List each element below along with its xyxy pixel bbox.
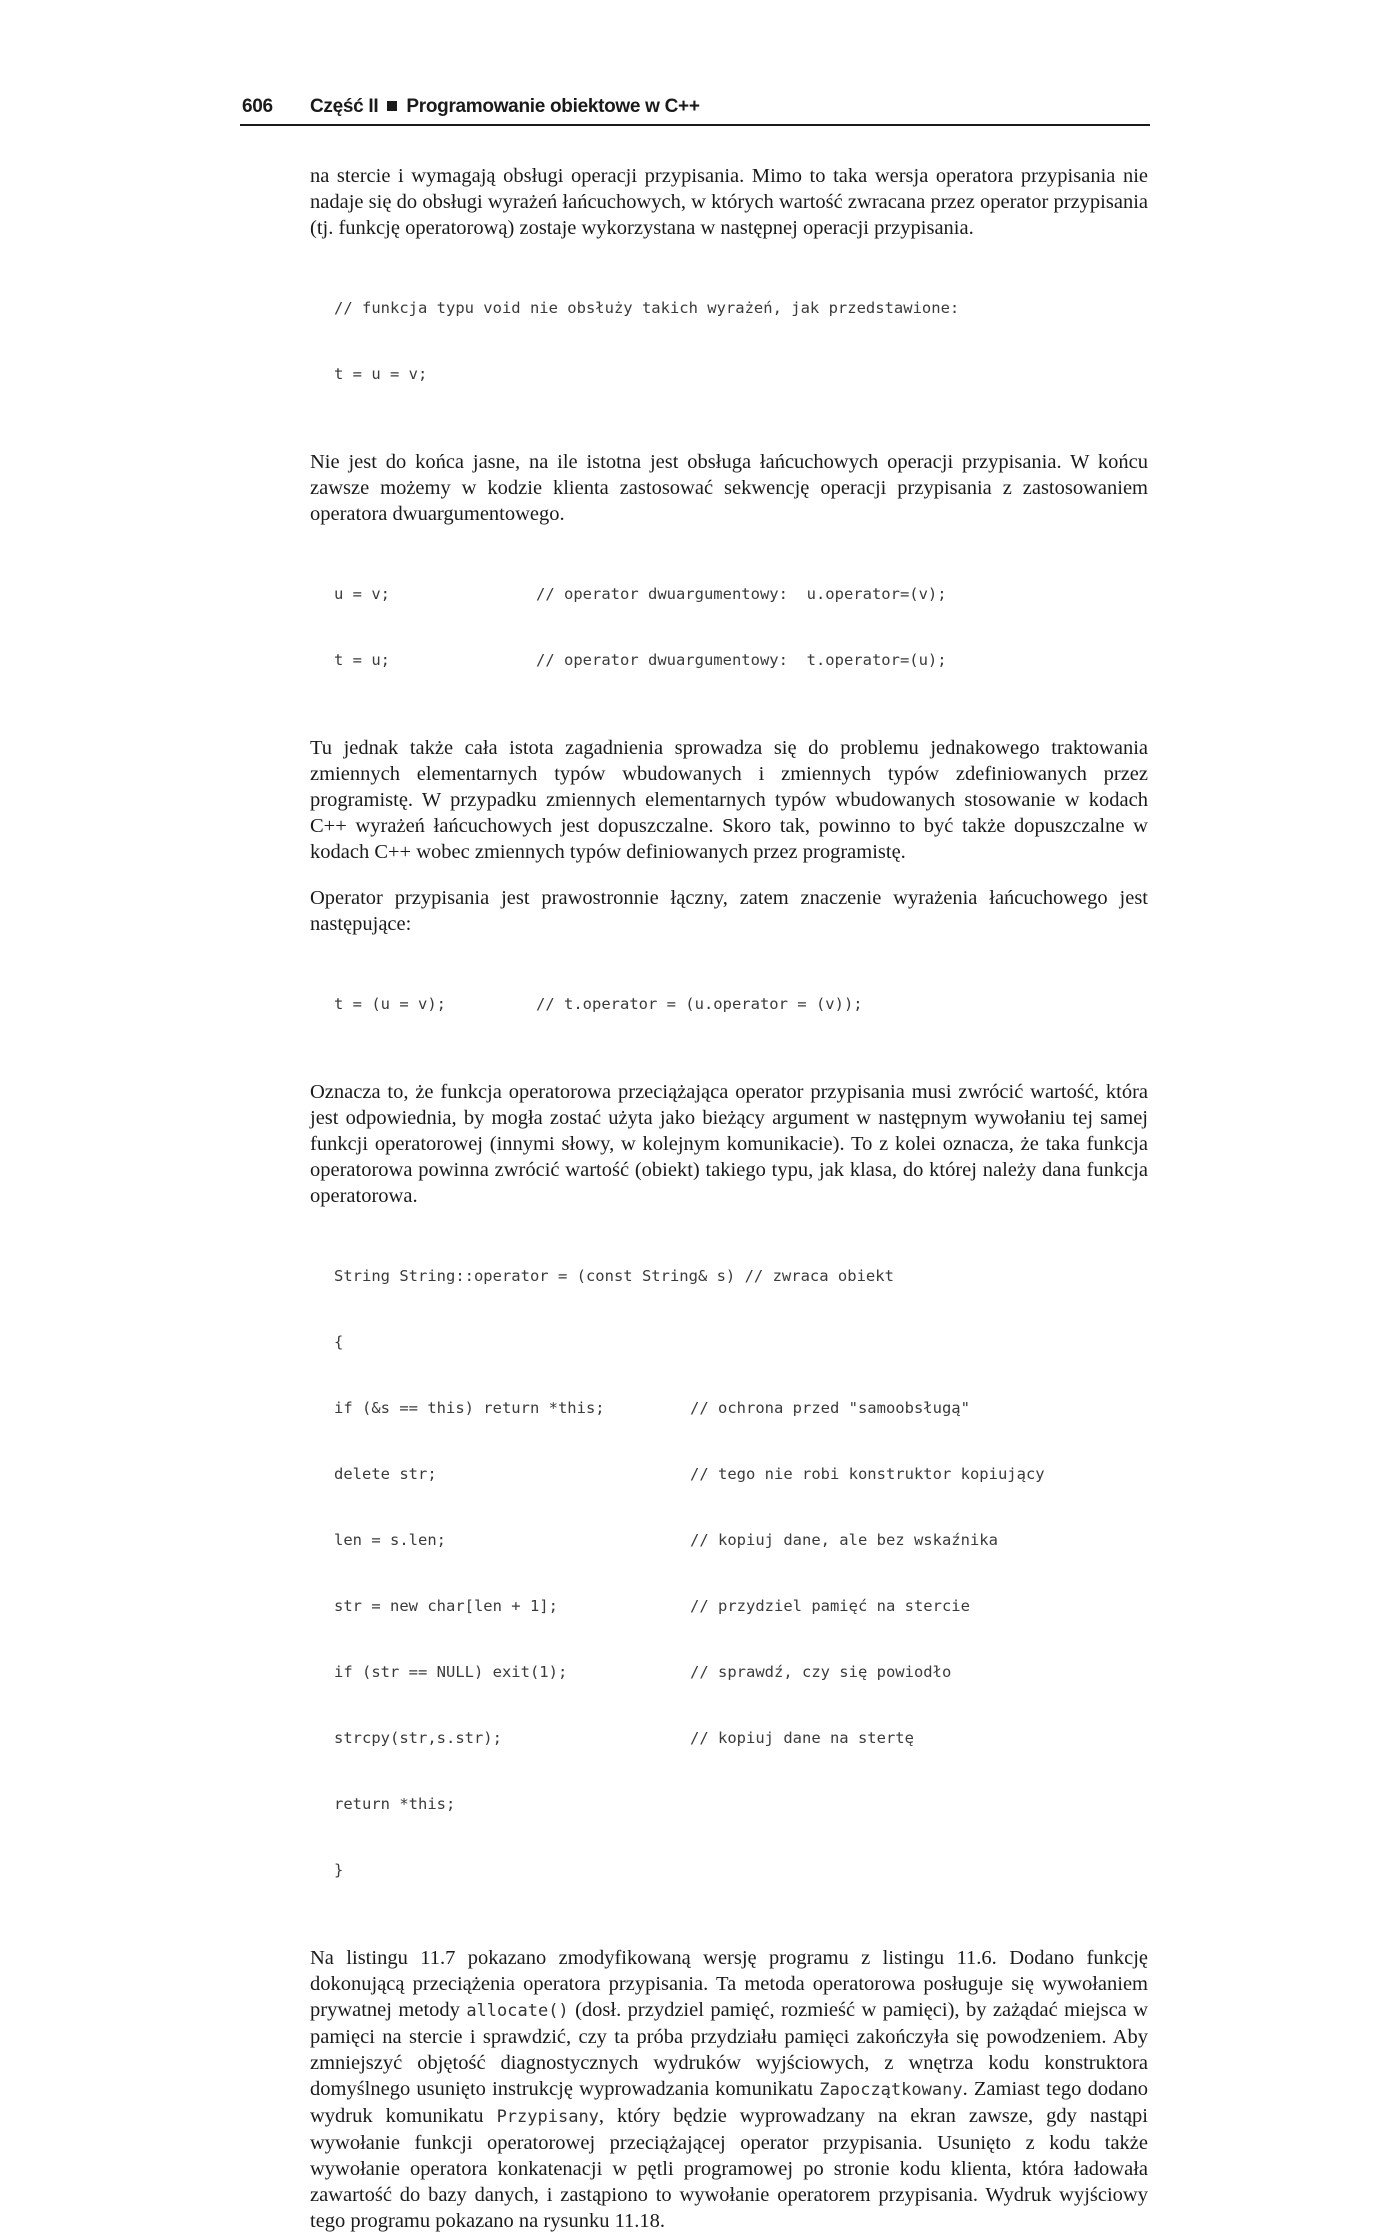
code-text: String String::operator = (const String& s) // zwraca obiekt	[334, 1267, 894, 1285]
code-comment: // przydziel pamięć na stercie	[690, 1597, 970, 1615]
code-line	[334, 1661, 1148, 1683]
paragraph-4: Operator przypisania jest prawostronnie łączny, zatem znaczenie wyrażenia łańcuchowego jest następujące:	[310, 887, 1148, 935]
paragraph-1: na stercie i wymagają obsługi operacji przypisania. Mimo to taka wersja operatora przypisania nie nadaje się do obsługi wyrażeń łańcuchowych, w których wartość zwracana przez operator przypisania (tj. funkcję operatorową) zostaje wykorzystana w następnej operacji przypisania.	[310, 165, 1148, 239]
code-text: str = new char[len + 1];	[334, 1597, 558, 1615]
chapter-title: Programowanie obiektowe w C++	[406, 96, 700, 117]
code-comment: // operator dwuargumentowy: t.operator=(u);	[536, 651, 947, 669]
paragraph-5: Oznacza to, że funkcja operatorowa przeciążająca operator przypisania musi zwrócić wartość, która jest odpowiednia, by mogła zostać użyta jako bieżący argument w następnym wywołaniu tej samej funkcji operatorowej (innymi słowy, w kolejnym komunikacie). To z kolei oznacza, że taka funkcja operatorowa powinna zwrócić wartość (obiekt) takiego typu, jak klasa, do której należy dana funkcja operatorowa.	[310, 1081, 1148, 1207]
code-text: }	[334, 1861, 344, 1879]
code-comment: // tego nie robi konstruktor kopiujący	[690, 1465, 1045, 1483]
code-text: delete str;	[334, 1465, 437, 1483]
code-text: t = u = v;	[334, 365, 428, 383]
code-line	[334, 1595, 1148, 1617]
text-run: (dosł. przydziel pamięć, rozmieść w pamięci), by zażądać miejsca w pamięci na stercie i sprawdzić, czy ta próba przydziału pamięci zakończyła się powodzeniem. Aby zmniejszyć objętość diagnostycznych wydruków wyjściowych, z wnętrza kodu konstruktora domyślnego usunięto instrukcję wyprowadzania komunikatu	[310, 1999, 1148, 2100]
code-text: u = v;	[334, 585, 390, 603]
code-block-3	[334, 949, 1148, 1059]
code-block-2	[334, 539, 1148, 715]
code-line	[334, 1397, 1148, 1419]
paragraph-3: Tu jednak także cała istota zagadnienia sprowadza się do problemu jednakowego traktowania zmiennych elementarnych typów wbudowanych i zmiennych typów zdefiniowanych przez programistę. W przypadku zmiennych elementarnych typów wbudowanych stosowanie w kodach C++ wyrażeń łańcuchowych jest dopuszczalne. Skoro tak, powinno to być także dopuszczalne w kodach C++ wobec zmiennych typów definiowanych przez programistę.	[310, 737, 1148, 863]
code-comment: // kopiuj dane, ale bez wskaźnika	[690, 1531, 998, 1549]
code-text: // funkcja typu void nie obsłuży takich wyrażeń, jak przedstawione:	[334, 299, 960, 317]
inline-code: allocate()	[466, 2001, 569, 2021]
code-comment: // sprawdź, czy się powiodło	[690, 1663, 952, 1681]
code-block-1	[334, 253, 1148, 429]
text-run: Na listingu 11.7 pokazano zmodyfikowaną wersję programu z listingu 11.6. Dodano funkcję dokonującą przeciążenia operatora przypisania. Ta metoda operatorowa posługuje się wywołaniem prywatnej metody	[310, 1947, 1148, 2021]
code-line	[334, 649, 1148, 671]
code-line	[334, 1529, 1148, 1551]
code-text: {	[334, 1333, 344, 1351]
page-content	[310, 163, 1148, 2234]
code-comment: // kopiuj dane na stertę	[690, 1729, 914, 1747]
inline-code: Zapoczątkowany	[819, 2080, 963, 2100]
code-comment: // ochrona przed "samoobsługą"	[690, 1399, 970, 1417]
code-text: if (&s == this) return *this;	[334, 1399, 605, 1417]
header-part-title	[310, 96, 700, 118]
code-line	[334, 1859, 1148, 1881]
text-run: . Zamiast tego dodano wydruk komunikatu	[310, 2078, 1148, 2127]
text-run: , który będzie wyprowadzany na ekran zawsze, gdy nastąpi wywołanie funkcji operatorowej przeciążającej operator przypisania. Usunięto z kodu także wywołanie operatora konkatenacji w pętli programowej po stronie kodu klienta, która ładowała zawartość do bazy danych, i zastąpiono to wywołanie operatorem przypisania. Wydruk wyjściowy tego programu pokazano na rysunku 11.18.	[310, 2105, 1148, 2232]
code-line	[334, 297, 1148, 319]
code-line	[334, 1463, 1148, 1485]
code-comment: // t.operator = (u.operator = (v));	[536, 995, 863, 1013]
code-text: strcpy(str,s.str);	[334, 1729, 502, 1747]
running-header	[240, 94, 1150, 126]
inline-code: Przypisany	[496, 2107, 599, 2127]
code-comment: // operator dwuargumentowy: u.operator=(v);	[536, 585, 947, 603]
code-text: t = (u = v);	[334, 995, 446, 1013]
code-text: len = s.len;	[334, 1531, 446, 1549]
paragraph-2: Nie jest do końca jasne, na ile istotna jest obsługa łańcuchowych operacji przypisania. W końcu zawsze możemy w kodzie klienta zastosować sekwencję operacji przypisania z zastosowaniem operatora dwuargumentowego.	[310, 451, 1148, 525]
code-line	[334, 1331, 1148, 1353]
code-text: t = u;	[334, 651, 390, 669]
square-bullet-icon	[387, 101, 397, 111]
code-text: if (str == NULL) exit(1);	[334, 1663, 568, 1681]
code-line	[334, 1265, 1148, 1287]
code-line	[334, 1727, 1148, 1749]
code-text: return *this;	[334, 1795, 456, 1813]
code-block-4	[334, 1221, 1148, 1925]
part-label: Część II	[310, 96, 379, 117]
page-number: 606	[242, 96, 273, 117]
code-line	[334, 363, 1148, 385]
paragraph-6	[310, 1945, 1148, 2234]
code-line	[334, 993, 1148, 1015]
code-line	[334, 583, 1148, 605]
